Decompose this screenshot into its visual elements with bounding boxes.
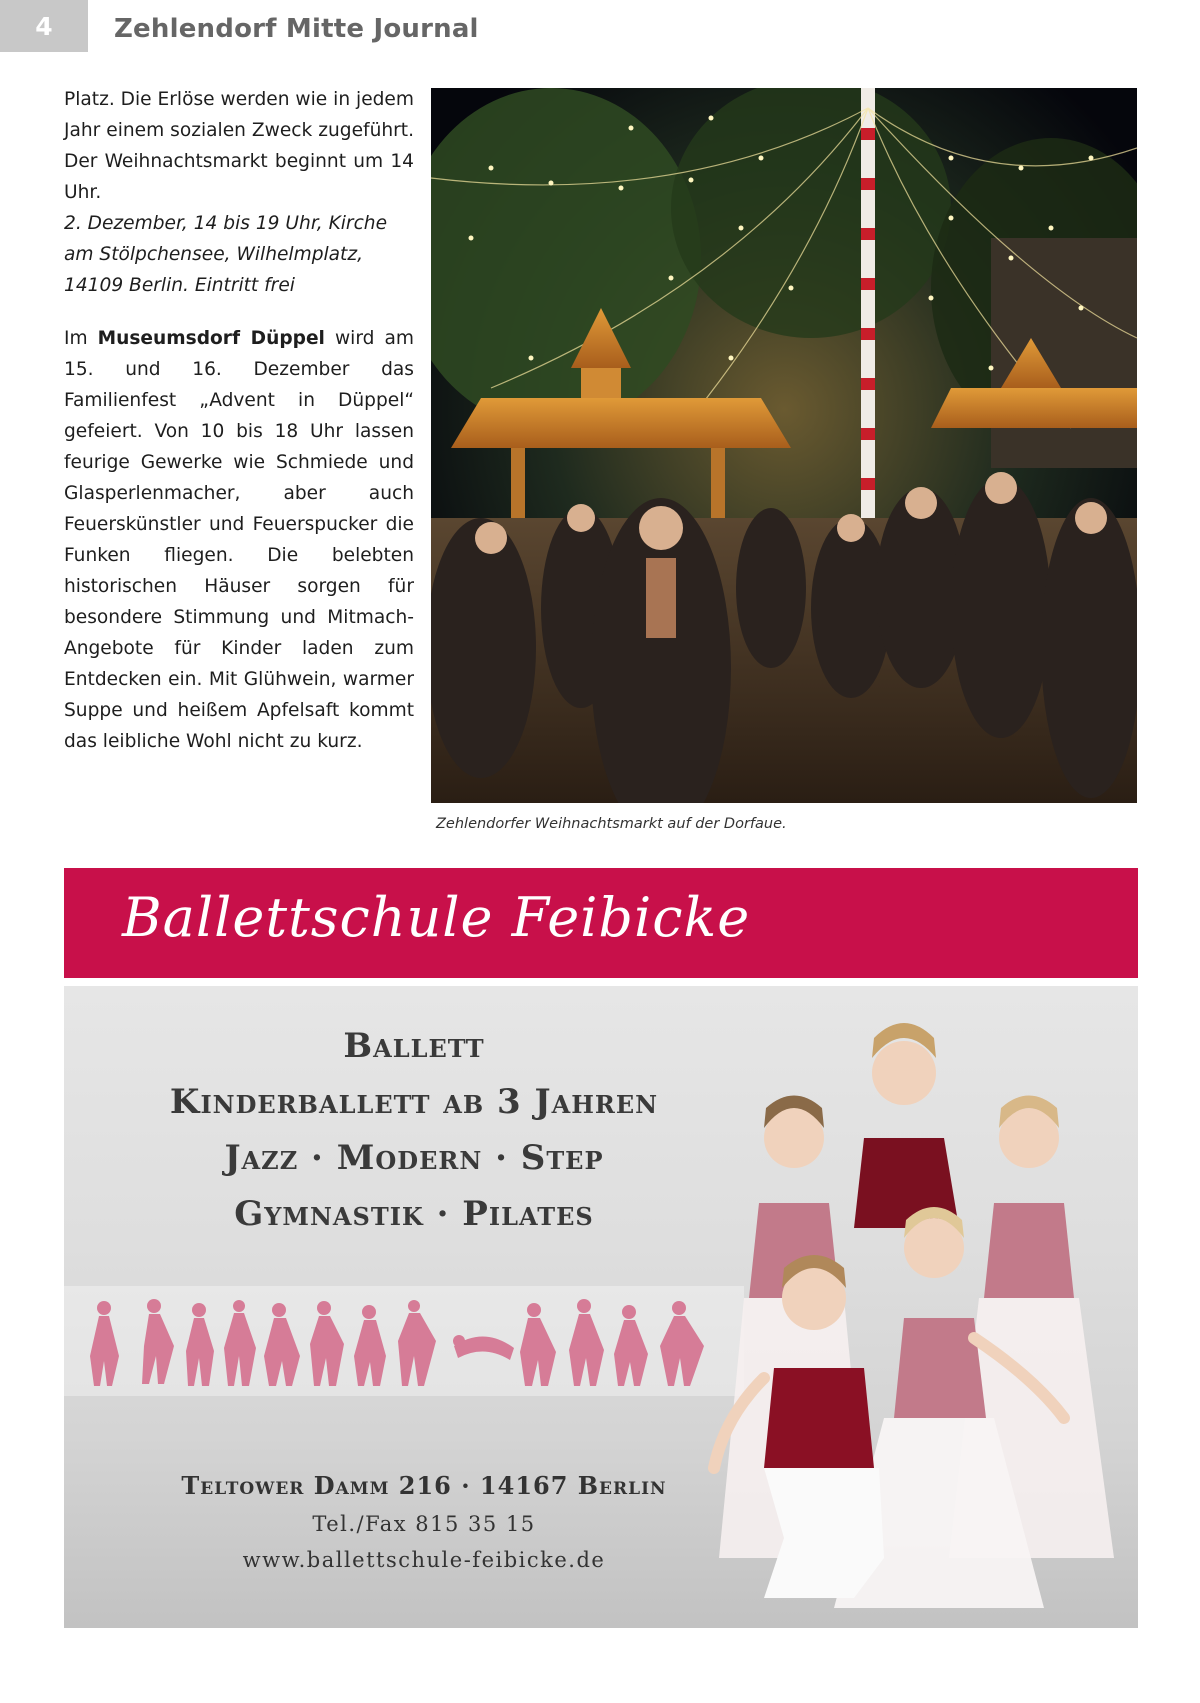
journal-title: Zehlendorf Mitte Journal (114, 14, 479, 44)
ad-contact-block (94, 1466, 754, 1578)
christmas-market-photo (431, 88, 1137, 803)
young-dancers-photo (704, 998, 1134, 1628)
paragraph-2-body: wird am 15. und 16. Dezember das Familienfest „Advent in Düppel“ gefeiert. Von 10 bis 18 Uhr lassen feurige Gewerke wie Schmiede und Glasperlenmacher, aber auch Feuerskünstler und Feuerspucker die Funken fliegen. Die belebten historischen Häuser sorgen für besondere Stimmung und Mitmach-Angebote für Kinder laden zum Entdecken ein. Mit Glühwein, warmer Suppe und heißem Apfelsaft kommt das leibliche Wohl nicht zu kurz. (64, 328, 414, 752)
ad-line-ballett: Ballett (343, 1026, 485, 1066)
ad-website-link[interactable]: www.ballettschule-feibicke.de (242, 1548, 606, 1572)
ad-offer-lines (94, 1018, 734, 1242)
article-paragraph-2 (64, 323, 414, 757)
page-number-box (0, 0, 88, 52)
ad-line-jazz: Jazz · Modern · Step (224, 1138, 604, 1178)
dancer-silhouettes-graphic (64, 1286, 744, 1396)
page-number: 4 (35, 11, 53, 41)
paragraph-2-intro: Im (64, 328, 98, 349)
ad-address: Teltower Damm 216 · 14167 Berlin (181, 1471, 667, 1500)
ad-divider (64, 978, 1138, 986)
ad-brand-name: Ballettschule Feibicke (122, 886, 751, 949)
ballet-school-advertisement (64, 868, 1138, 1628)
event-info: 2. Dezember, 14 bis 19 Uhr, Kirche am Stölpchensee, Wilhelmplatz, 14109 Berlin. Eintritt frei (64, 213, 388, 296)
ad-banner (64, 868, 1138, 978)
ad-phone: Tel./Fax 815 35 15 (312, 1512, 536, 1536)
ad-line-kinderballett: Kinderballett ab 3 Jahren (169, 1082, 659, 1122)
article-paragraph-1: Platz. Die Erlöse werden wie in jedem Jahr einem sozialen Zweck zugeführt. Der Weihnachtsmarkt beginnt um 14 Uhr. (64, 89, 414, 203)
museumsdorf-name: Museumsdorf Düppel (97, 328, 325, 349)
photo-caption: Zehlendorfer Weihnachtsmarkt auf der Dorfaue. (436, 816, 787, 832)
article-text-column (64, 84, 414, 757)
ad-line-gymnastik: Gymnastik · Pilates (234, 1194, 594, 1234)
